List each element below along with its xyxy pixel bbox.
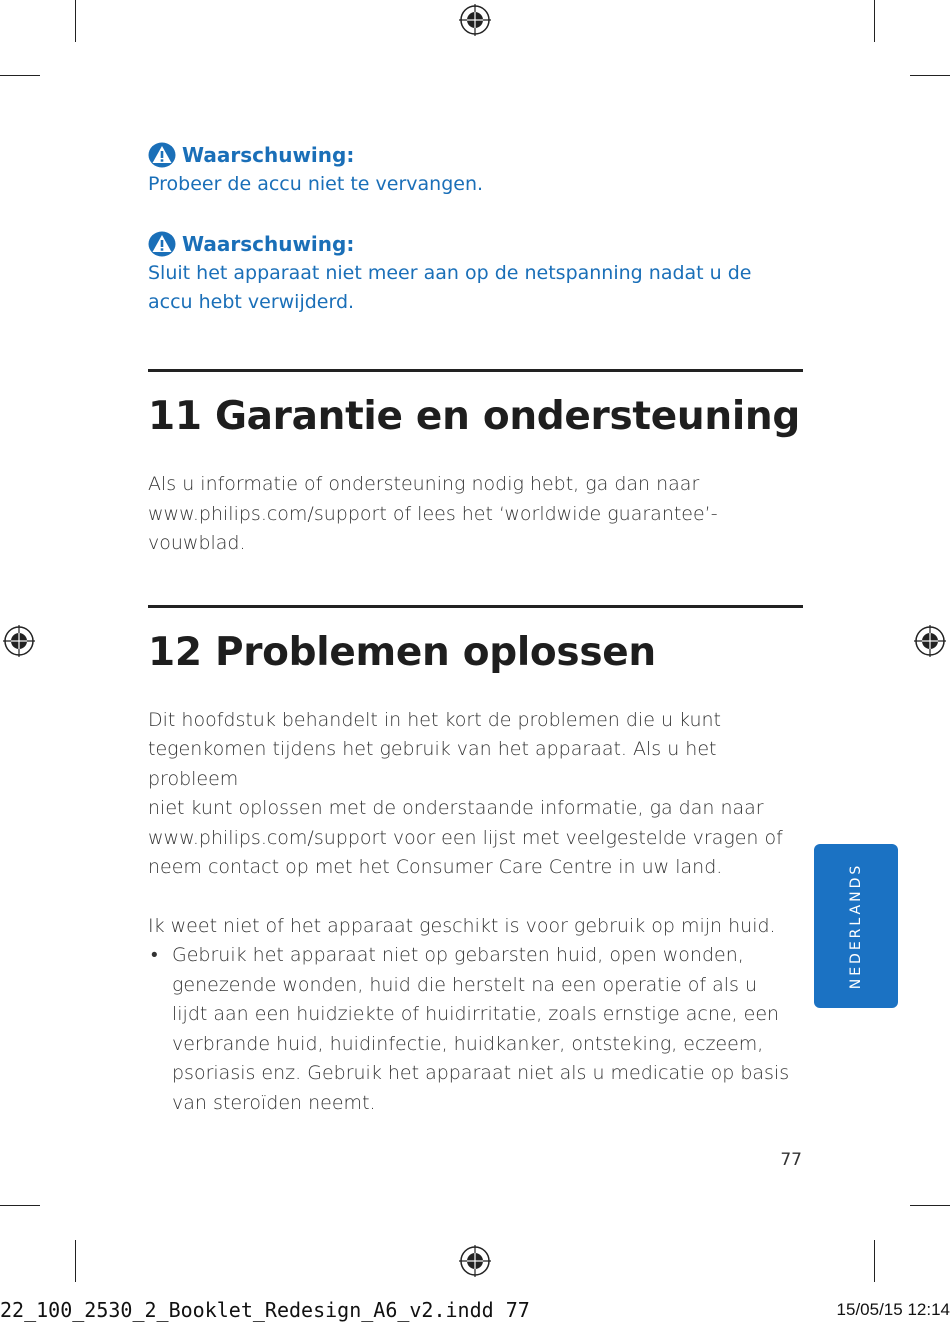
section-title-warranty: 11 Garantie en ondersteuning	[148, 394, 800, 439]
registration-mark-icon	[459, 4, 491, 36]
troubleshooting-intro: Dit hoofdstuk behandelt in het kort de problemen die u kunt tegenkomen tijdens het gebruik van het apparaat. Als u het probleem niet kunt oplossen met de onderstaande informatie, ga dan naar www.philips.com/support voor een lijst met veelgestelde vragen of neem contact op met het Consumer Care Centre in uw land.	[148, 708, 783, 878]
crop-mark-bottom-left-vertical	[75, 1240, 76, 1282]
print-slug-date: 15/05/15 12:14	[836, 1300, 950, 1319]
registration-mark-icon	[459, 1245, 491, 1277]
warranty-paragraph: Als u informatie of ondersteuning nodig hebt, ga dan naar www.philips.com/support of lees het ‘worldwide guarantee’-vouwblad.	[148, 473, 718, 554]
section-title-troubleshooting: 12 Problemen oplossen	[148, 629, 656, 675]
warning-icon	[148, 231, 176, 257]
crop-mark-top-right-horizontal	[910, 75, 950, 76]
warning-text: Probeer de accu niet te vervangen.	[148, 173, 484, 195]
page-content	[148, 140, 803, 1118]
warning-heading-text: Waarschuwing:	[182, 232, 355, 256]
troubleshooting-question: Ik weet niet of het apparaat geschikt is voor gebruik op mijn huid.	[148, 914, 776, 937]
warning-icon	[148, 142, 176, 168]
crop-mark-top-left-horizontal	[0, 75, 40, 76]
section-divider	[148, 605, 803, 608]
crop-mark-top-right-vertical	[874, 0, 875, 42]
warning-heading	[148, 229, 803, 259]
crop-mark-bottom-left-horizontal	[0, 1205, 40, 1206]
crop-mark-top-left-vertical	[75, 0, 76, 42]
print-slug-filename: 22_100_2530_2_Booklet_Redesign_A6_v2.indd 77	[0, 1298, 530, 1322]
language-tab-label: NEDERLANDS	[848, 862, 864, 990]
registration-mark-icon	[914, 625, 946, 657]
warning-heading-text: Waarschuwing:	[182, 143, 355, 167]
warning-block	[148, 229, 803, 317]
crop-mark-bottom-right-horizontal	[910, 1205, 950, 1206]
warning-heading	[148, 140, 803, 170]
page-number: 77	[780, 1150, 802, 1170]
section-divider	[148, 369, 803, 372]
registration-mark-icon	[3, 625, 35, 657]
warning-text: Sluit het apparaat niet meer aan op de netspanning nadat u de accu hebt verwijderd.	[148, 262, 752, 313]
troubleshooting-solution-list	[148, 941, 803, 1118]
list-item: • Gebruik het apparaat niet op gebarsten huid, open wonden, genezende wonden, huid die herstelt na een operatie of als u lijdt aan een huidziekte of huidirritatie, zoals ernstige acne, een verbrande huid, huidinfectie, huidkanker, ontsteking, eczeem, psoriasis enz. Gebruik het apparaat niet als u medicatie op basis van steroïden neemt.	[148, 941, 803, 1118]
language-tab	[814, 844, 898, 1008]
bullet-marker: •	[151, 944, 158, 966]
crop-mark-bottom-right-vertical	[874, 1240, 875, 1282]
warning-block	[148, 140, 803, 199]
